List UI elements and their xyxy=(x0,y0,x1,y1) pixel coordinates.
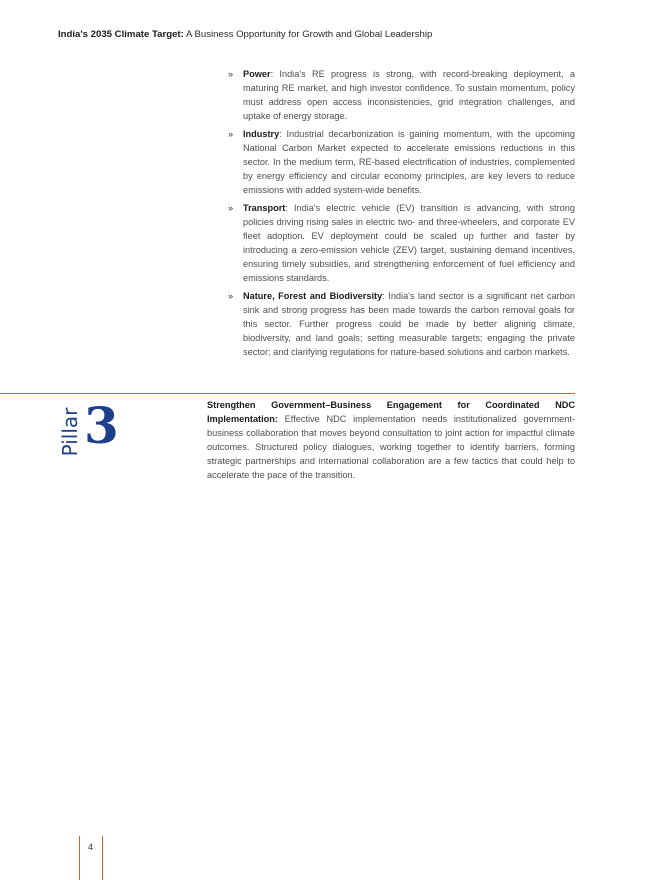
page-header xyxy=(58,29,432,40)
bullet-text: : India's electric vehicle (EV) transition is advancing, with strong policies driving rising sales in electric two- and three-wheelers, and corporate EV fleet adoption. EV deployment could be scaled up further and faster by introducing a zero-emission vehicle (ZEV) target, sustaining demand incentives, ensuring timely subsidies, and strengthening enforcement of fuel efficiency and emissions standards. xyxy=(243,203,575,283)
page-number: 4 xyxy=(88,842,94,852)
footer-rule-left xyxy=(79,836,80,880)
bullet-heading: Nature, Forest and Biodiversity xyxy=(243,291,383,301)
bullet-text: : India's land sector is a significant net carbon sink and strong progress has been made towards the carbon removal goals for this sector. Further progress could be made by better aligning climate, biodiversity, and land goals; setting measurable targets; engaging the private sector; and clarifying regulations for nature-based solutions and carbon markets. xyxy=(243,291,575,357)
sector-bullet-list xyxy=(228,67,575,363)
bullet-marker: » xyxy=(228,203,234,213)
bullet-heading: Transport xyxy=(243,203,286,213)
pillar-heading: Strengthen Government–Business Engagement for Coordinated NDC Implementation: xyxy=(207,400,575,424)
header-title-bold: India's 2035 Climate Target: xyxy=(58,29,184,40)
header-title-rest: A Business Opportunity for Growth and Global Leadership xyxy=(183,29,433,40)
bullet-marker: » xyxy=(228,129,234,139)
bullet-text: : India's RE progress is strong, with record-breaking deployment, a maturing RE market, and high investor confidence. To sustain momentum, policy must address open access inconsistencies, grid integration challenges, and uptake of energy storage. xyxy=(243,69,575,121)
pillar-body: Effective NDC implementation needs institutionalized government-business collaboration that moves beyond consultation to joint action for impactful climate outcomes. Structured policy dialogues, working together to identify barriers, forming strategic partnerships and international collaboration are a few tactics that could help to accelerate the pace of the transition. xyxy=(207,414,575,480)
footer-rule-right xyxy=(102,836,103,880)
bullet-text: : Industrial decarbonization is gaining momentum, with the upcoming National Carbon Market expected to accelerate emissions reductions in this sector. In the medium term, RE-based electrification of industries, complemented by energy efficiency and circular economy principles, are key levers to reduce emissions with added system-wide benefits. xyxy=(243,129,575,195)
bullet-marker: » xyxy=(228,69,234,79)
bullet-nature xyxy=(228,289,575,359)
section-divider xyxy=(0,393,575,394)
pillar-label xyxy=(56,396,119,462)
bullet-heading: Power xyxy=(243,69,271,79)
bullet-power xyxy=(228,67,575,123)
pillar-word: Pillar xyxy=(58,407,82,457)
bullet-transport xyxy=(228,201,575,285)
pillar-number: 3 xyxy=(84,396,119,455)
pillar-paragraph xyxy=(207,398,575,482)
bullet-heading: Industry xyxy=(243,129,280,139)
bullet-marker: » xyxy=(228,291,234,301)
bullet-industry xyxy=(228,127,575,197)
